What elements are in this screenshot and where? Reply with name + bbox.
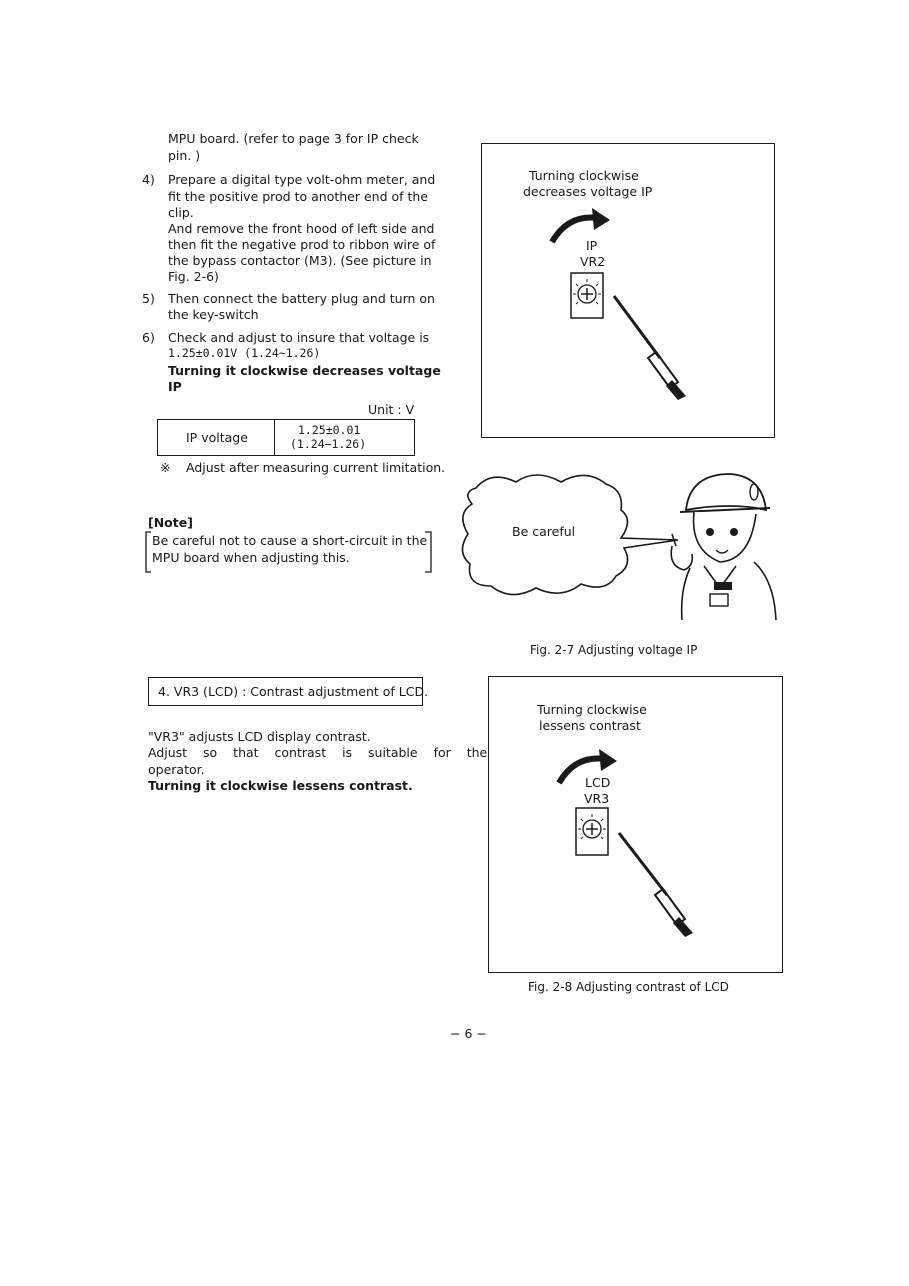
table-label-cell <box>158 420 275 455</box>
figure-lcd-label-1: LCD <box>585 775 611 790</box>
remark-text: Adjust after measuring current limitation. <box>186 460 446 475</box>
step-4-line: then fit the negative prod to ribbon wire of <box>168 237 436 252</box>
step-5-line: Then connect the battery plug and turn on <box>168 291 435 306</box>
unit-label: Unit : V <box>368 402 415 417</box>
remark-mark: ※ <box>160 460 171 475</box>
intro-line-1: MPU board. (refer to page 3 for IP check <box>168 131 419 146</box>
figure-ip-label-1: IP <box>586 238 598 253</box>
step-6-number: 6) <box>142 330 155 345</box>
section-line: "VR3" adjusts LCD display contrast. <box>148 729 371 744</box>
figure-ip-text-1: Turning clockwise <box>529 168 639 183</box>
clockwise-arrow-icon <box>548 206 618 246</box>
section-heading-box <box>148 677 429 706</box>
table-value-2: (1.24−1.26) <box>290 437 367 451</box>
worker-character-icon <box>650 470 780 625</box>
figure-lcd-text-1: Turning clockwise <box>537 702 647 717</box>
table-value-1: 1.25±0.01 <box>298 423 361 437</box>
step-4-line: And remove the front hood of left side and <box>168 221 435 236</box>
step-4-number: 4) <box>142 172 155 187</box>
bubble-text: Be careful <box>512 524 576 539</box>
trimmer-potentiometer-icon <box>570 272 705 400</box>
step-6-bold-line: Turning it clockwise decreases voltage <box>168 363 441 378</box>
step-5-line: the key-switch <box>168 307 259 322</box>
figure-lcd-text-2: lessens contrast <box>539 718 641 733</box>
note-line-2: MPU board when adjusting this. <box>152 550 350 565</box>
step-6-line: 1.25±0.01V (1.24~1.26) <box>168 346 321 360</box>
note-title: [Note] <box>148 515 193 530</box>
page-number: − 6 − <box>450 1026 487 1041</box>
figure-2-8-caption: Fig. 2-8 Adjusting contrast of LCD <box>528 980 729 994</box>
section-line: Adjust so that contrast is suitable for the <box>148 745 488 760</box>
trimmer-potentiometer-icon <box>575 807 710 937</box>
step-4-line: Prepare a digital type volt-ohm meter, and <box>168 172 436 187</box>
figure-2-7-caption: Fig. 2-7 Adjusting voltage IP <box>530 643 698 657</box>
figure-lcd-label-2: VR3 <box>584 791 610 806</box>
intro-line-2: pin. ) <box>168 148 201 163</box>
step-4-line: fit the positive prod to another end of the <box>168 189 429 204</box>
figure-ip-label-2: VR2 <box>580 254 606 269</box>
step-6-line: Check and adjust to insure that voltage is <box>168 330 430 345</box>
figure-ip-adjust <box>481 143 775 438</box>
step-4-line: clip. <box>168 205 194 220</box>
section-line: operator. <box>148 762 205 777</box>
ip-voltage-table <box>157 419 415 456</box>
figure-lcd-adjust <box>488 676 783 973</box>
section-heading: 4. VR3 (LCD) : Contrast adjustment of LCD. <box>158 684 429 699</box>
step-4-line: the bypass contactor (M3). (See picture in <box>168 253 432 268</box>
step-5-number: 5) <box>142 291 155 306</box>
step-4-line: Fig. 2-6) <box>168 269 219 284</box>
step-6-bold-line: IP <box>168 379 182 394</box>
note-line-1: Be careful not to cause a short-circuit in the <box>152 533 428 548</box>
section-bold-line: Turning it clockwise lessens contrast. <box>148 778 413 793</box>
figure-ip-text-2: decreases voltage IP <box>523 184 653 199</box>
table-label: IP voltage <box>186 430 248 445</box>
